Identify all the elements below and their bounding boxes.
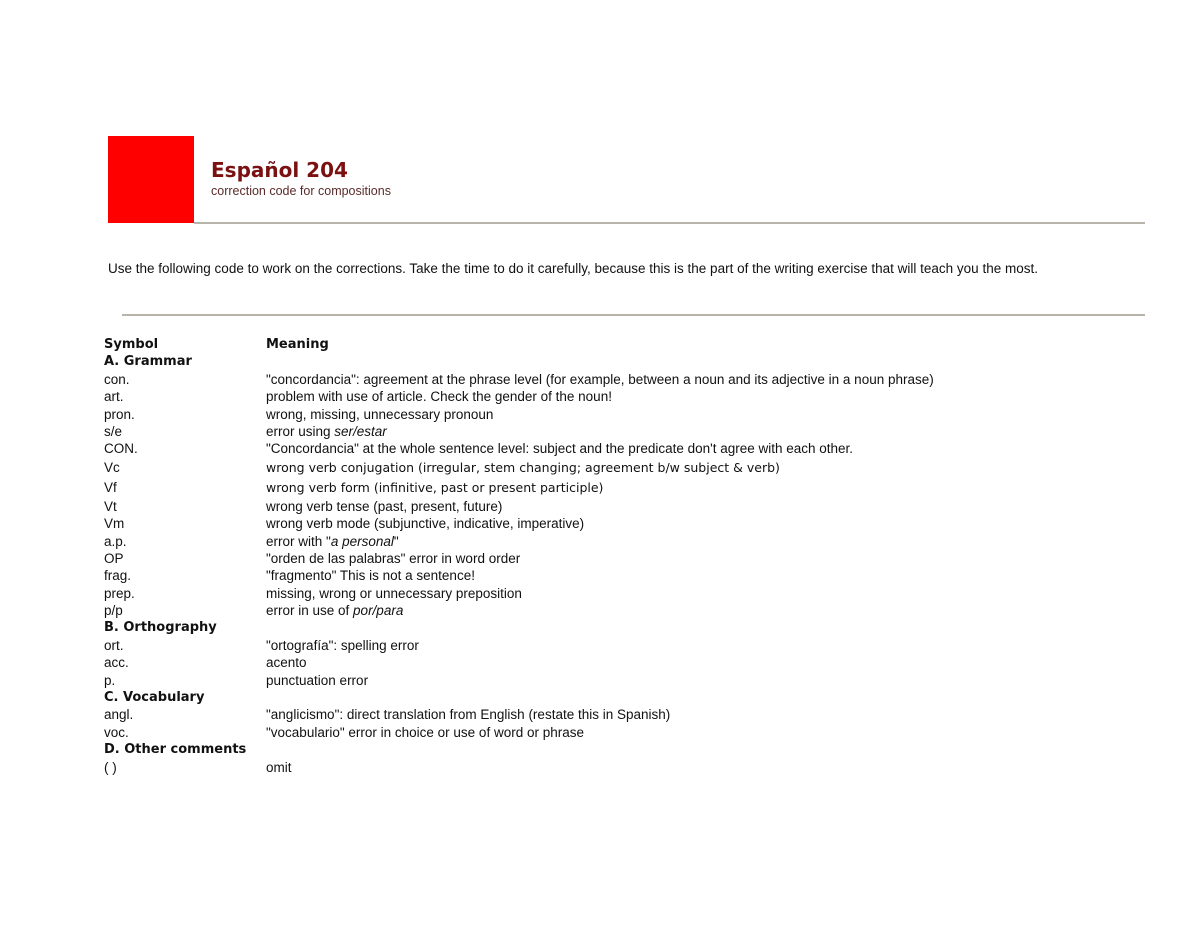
- code-symbol: voc.: [104, 724, 129, 740]
- code-symbol: prep.: [104, 585, 135, 601]
- code-symbol: p/p: [104, 603, 123, 619]
- table-row: [104, 498, 1164, 515]
- table-row: [104, 602, 1164, 619]
- table-row: [104, 423, 1164, 440]
- table-row: [104, 654, 1164, 671]
- code-symbol: Vt: [104, 498, 117, 514]
- code-symbol: a.p.: [104, 533, 127, 549]
- intro-paragraph: Use the following code to work on the corrections. Take the time to do it carefully, because this is the part of the writing exercise that will teach you the most.: [108, 261, 1038, 276]
- table-row: [104, 515, 1164, 532]
- table-row: [104, 706, 1164, 723]
- header-divider: [194, 222, 1145, 224]
- code-meaning: "Concordancia" at the whole sentence level: subject and the predicate don't agree with each other.: [266, 441, 854, 457]
- table-header-row: [104, 336, 1164, 353]
- meaning-column-header: Meaning: [266, 337, 329, 352]
- code-symbol: frag.: [104, 568, 132, 584]
- code-symbol: Vc: [104, 459, 120, 475]
- section-heading-orthography: B. Orthography: [104, 620, 217, 636]
- table-row: [104, 550, 1164, 567]
- table-row: [104, 440, 1164, 457]
- code-meaning: wrong, missing, unnecessary pronoun: [266, 406, 494, 422]
- section-heading-other-comments: D. Other comments: [104, 742, 247, 758]
- italic-term: ser/estar: [334, 423, 387, 439]
- table-row: [104, 567, 1164, 584]
- section-heading-vocabulary: C. Vocabulary: [104, 690, 205, 706]
- code-symbol: OP: [104, 550, 124, 566]
- code-meaning: missing, wrong or unnecessary preposition: [266, 585, 522, 601]
- code-meaning: problem with use of article. Check the gender of the noun!: [266, 389, 612, 405]
- page-subtitle: correction code for compositions: [211, 184, 391, 198]
- code-symbol: acc.: [104, 655, 129, 671]
- italic-term: a personal: [330, 533, 394, 549]
- code-meaning: wrong verb conjugation (irregular, stem changing; agreement b/w subject & verb): [266, 459, 780, 475]
- table-row: [104, 371, 1164, 388]
- code-symbol: angl.: [104, 707, 134, 723]
- table-row: [104, 388, 1164, 405]
- code-meaning: wrong verb form (infinitive, past or present participle): [266, 479, 604, 495]
- table-row: [104, 759, 1164, 776]
- code-symbol: Vf: [104, 479, 117, 495]
- page-title: Español 204: [211, 158, 348, 182]
- code-symbol: pron.: [104, 406, 135, 422]
- code-meaning: error using ser/estar: [266, 423, 387, 439]
- table-row: [104, 724, 1164, 741]
- code-symbol: Vm: [104, 516, 125, 532]
- code-meaning: omit: [266, 759, 292, 775]
- code-meaning: "ortografía": spelling error: [266, 637, 419, 653]
- code-symbol: p.: [104, 672, 116, 688]
- code-meaning: "concordancia": agreement at the phrase level (for example, between a noun and its adjective in a noun phrase): [266, 371, 934, 387]
- red-logo-block: [108, 136, 194, 223]
- code-symbol: con.: [104, 371, 130, 387]
- code-meaning: error in use of por/para: [266, 603, 404, 619]
- table-row: [104, 672, 1164, 689]
- code-symbol: s/e: [104, 423, 123, 439]
- table-row: [104, 533, 1164, 550]
- code-symbol: ( ): [104, 759, 117, 775]
- italic-term: por/para: [353, 603, 404, 619]
- code-meaning: "vocabulario" error in choice or use of word or phrase: [266, 724, 584, 740]
- correction-code-table: [104, 336, 1164, 776]
- table-row: [104, 478, 1164, 498]
- code-meaning: "orden de las palabras" error in word order: [266, 550, 521, 566]
- table-row: [104, 458, 1164, 478]
- code-meaning: wrong verb mode (subjunctive, indicative, imperative): [266, 516, 585, 532]
- code-symbol: art.: [104, 389, 124, 405]
- code-meaning: wrong verb tense (past, present, future): [266, 498, 503, 514]
- code-meaning: error with "a personal": [266, 533, 399, 549]
- section-heading-grammar: A. Grammar: [104, 354, 192, 370]
- code-meaning: punctuation error: [266, 672, 369, 688]
- intro-divider: [122, 314, 1145, 316]
- table-row: [104, 585, 1164, 602]
- code-symbol: ort.: [104, 637, 124, 653]
- table-row: [104, 637, 1164, 654]
- code-meaning: acento: [266, 655, 307, 671]
- table-row: [104, 406, 1164, 423]
- symbol-column-header: Symbol: [104, 337, 159, 352]
- code-meaning: "fragmento" This is not a sentence!: [266, 568, 475, 584]
- code-meaning: "anglicismo": direct translation from English (restate this in Spanish): [266, 707, 671, 723]
- code-symbol: CON.: [104, 441, 138, 457]
